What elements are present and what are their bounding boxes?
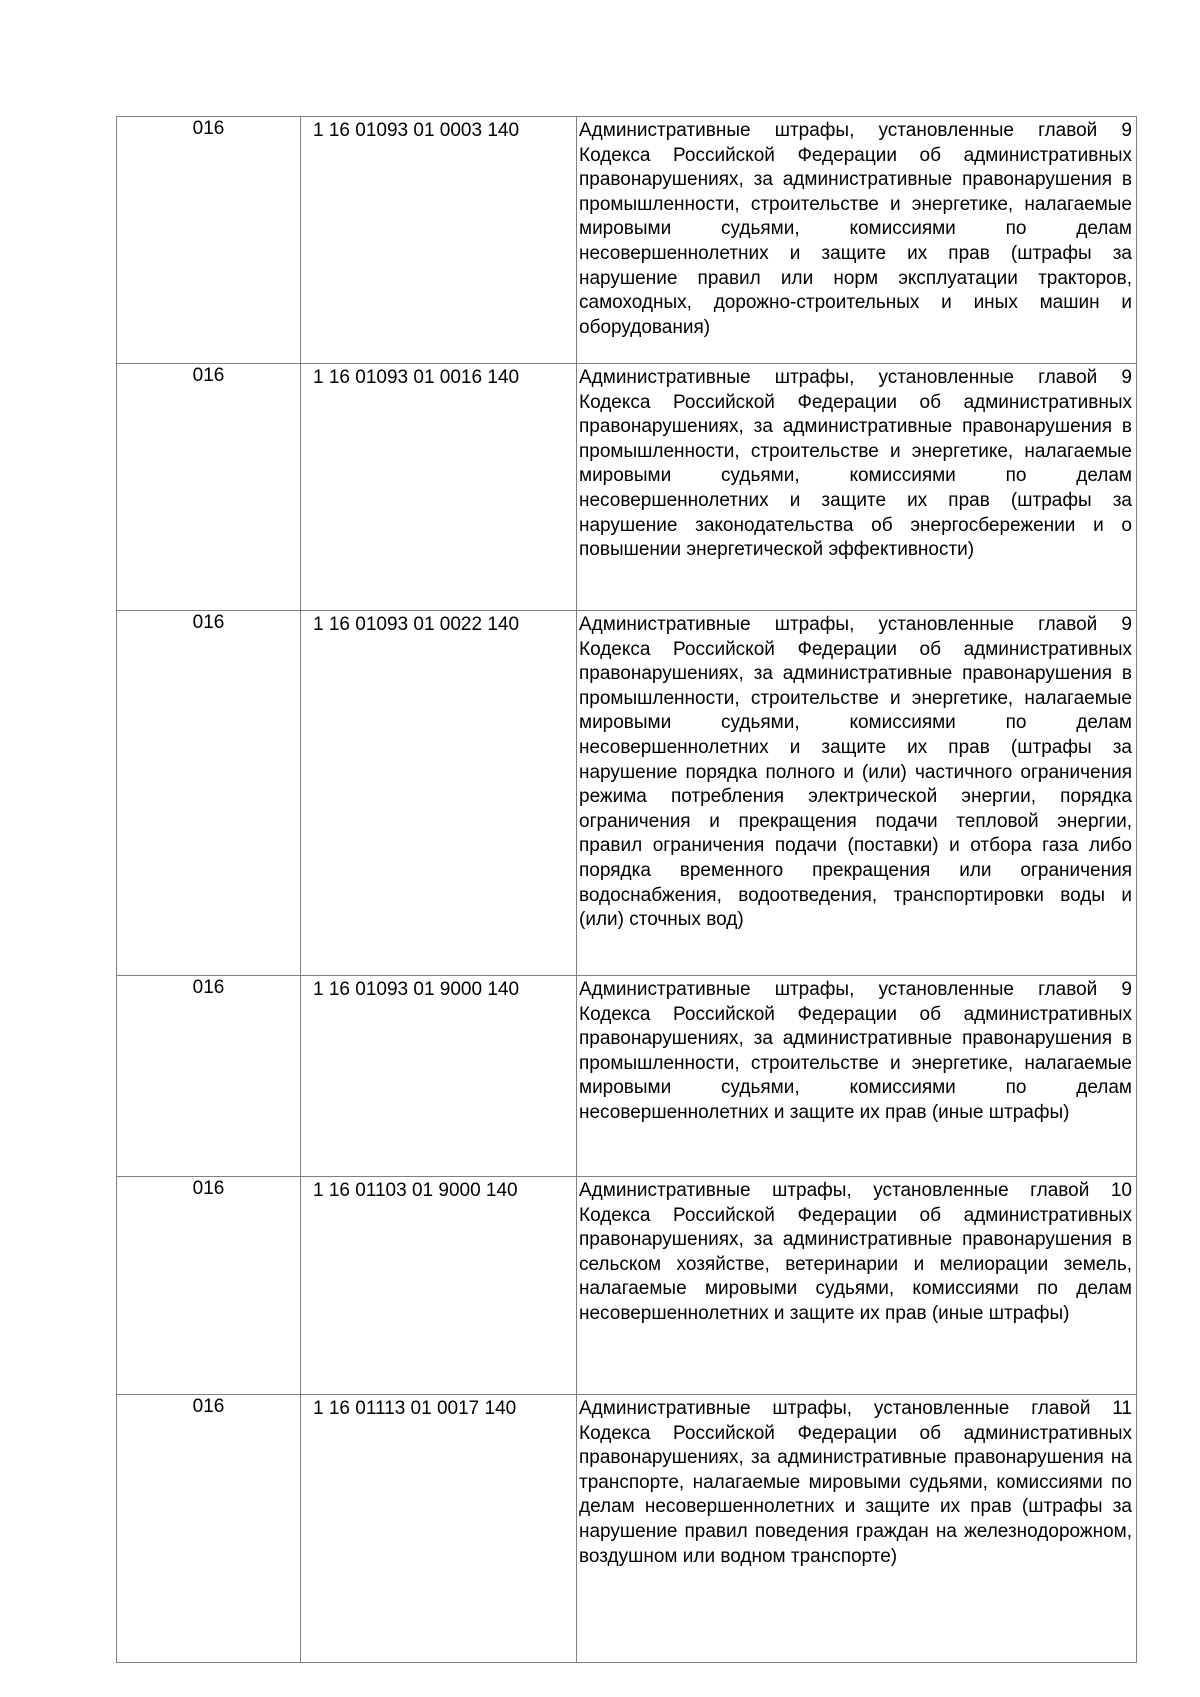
- table-row: [117, 364, 1137, 611]
- budget-code-cell: 1 16 01093 01 9000 140: [301, 976, 577, 1177]
- admin-code-cell: 016: [117, 1395, 301, 1663]
- description-cell: Административные штрафы, установленные главой 9 Кодекса Российской Федерации об административных правонарушениях, за административные правонарушения в промышленности, строительстве и энергетике, налагаемые мировыми судьями, комиссиями по делам несовершеннолетних и защите их прав (штрафы за нарушение правил или норм эксплуатации тракторов, самоходных, дорожно-строительных и иных машин и оборудования): [577, 117, 1137, 364]
- budget-code-cell: 1 16 01093 01 0016 140: [301, 364, 577, 611]
- description-cell: Административные штрафы, установленные главой 9 Кодекса Российской Федерации об административных правонарушениях, за административные правонарушения в промышленности, строительстве и энергетике, налагаемые мировыми судьями, комиссиями по делам несовершеннолетних и защите их прав (штрафы за нарушение порядка полного и (или) частичного ограничения режима потребления электрической энергии, порядка ограничения и прекращения подачи тепловой энергии, правил ограничения подачи (поставки) и отбора газа либо порядка временного прекращения или ограничения водоснабжения, водоотведения, транспортировки воды и (или) сточных вод): [577, 611, 1137, 976]
- budget-classification-table: [116, 116, 1137, 1663]
- description-cell: Административные штрафы, установленные главой 10 Кодекса Российской Федерации об административных правонарушениях, за административные правонарушения в сельском хозяйстве, ветеринарии и мелиорации земель, налагаемые мировыми судьями, комиссиями по делам несовершеннолетних и защите их прав (иные штрафы): [577, 1177, 1137, 1395]
- admin-code-cell: 016: [117, 364, 301, 611]
- budget-code-cell: 1 16 01103 01 9000 140: [301, 1177, 577, 1395]
- table-row: [117, 976, 1137, 1177]
- admin-code-cell: 016: [117, 1177, 301, 1395]
- admin-code-cell: 016: [117, 611, 301, 976]
- budget-code-cell: 1 16 01093 01 0022 140: [301, 611, 577, 976]
- table-row: [117, 611, 1137, 976]
- description-cell: Административные штрафы, установленные главой 9 Кодекса Российской Федерации об административных правонарушениях, за административные правонарушения в промышленности, строительстве и энергетике, налагаемые мировыми судьями, комиссиями по делам несовершеннолетних и защите их прав (иные штрафы): [577, 976, 1137, 1177]
- description-cell: Административные штрафы, установленные главой 11 Кодекса Российской Федерации об административных правонарушениях, за административные правонарушения на транспорте, налагаемые мировыми судьями, комиссиями по делам несовершеннолетних и защите их прав (штрафы за нарушение правил поведения граждан на железнодорожном, воздушном или водном транспорте): [577, 1395, 1137, 1663]
- admin-code-cell: 016: [117, 117, 301, 364]
- budget-code-cell: 1 16 01093 01 0003 140: [301, 117, 577, 364]
- table-row: [117, 1395, 1137, 1663]
- table-row: [117, 117, 1137, 364]
- table-row: [117, 1177, 1137, 1395]
- budget-code-cell: 1 16 01113 01 0017 140: [301, 1395, 577, 1663]
- admin-code-cell: 016: [117, 976, 301, 1177]
- description-cell: Административные штрафы, установленные главой 9 Кодекса Российской Федерации об административных правонарушениях, за административные правонарушения в промышленности, строительстве и энергетике, налагаемые мировыми судьями, комиссиями по делам несовершеннолетних и защите их прав (штрафы за нарушение законодательства об энергосбережении и о повышении энергетической эффективности): [577, 364, 1137, 611]
